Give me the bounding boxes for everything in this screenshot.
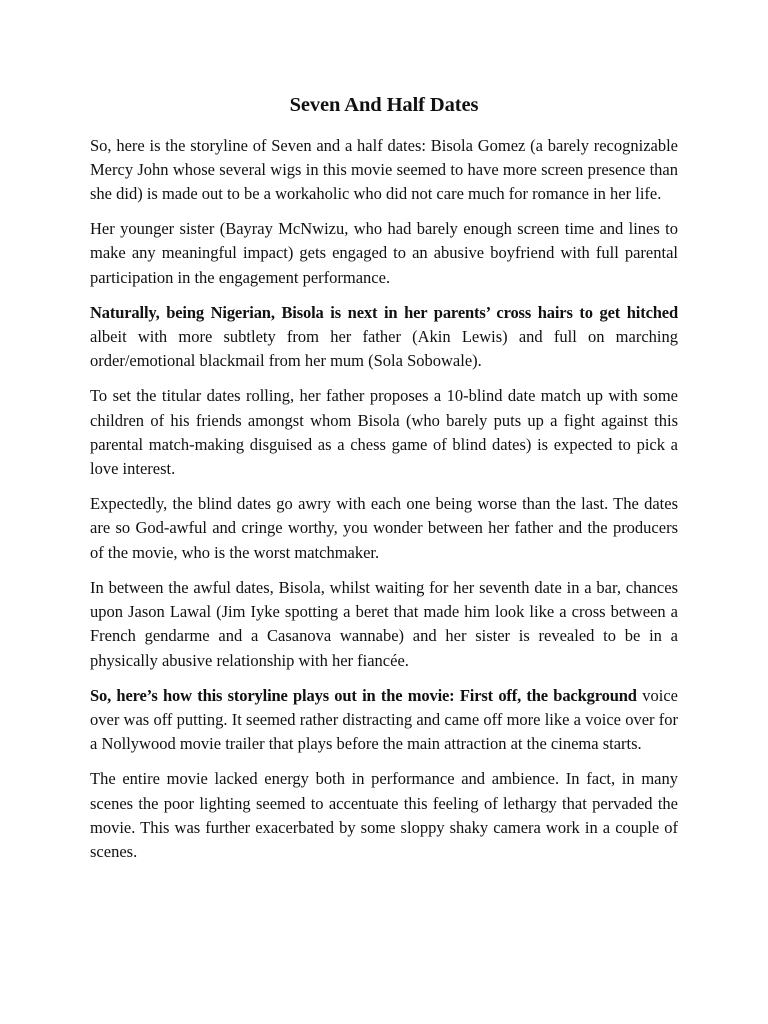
paragraph-text: voice over was off putting. It seemed rather distracting and came off more like a voice over for a Nollywood movie trailer that plays before the main attraction at the cinema starts. (90, 685, 679, 754)
paragraph-text: Her younger sister (Bayray McNwizu, who had barely enough screen time and lines to make any meaningful impact) gets engaged to an abusive boyfriend with full parental participation in the engagement performance. (90, 219, 678, 287)
paragraph-blind-dates (90, 492, 678, 565)
document-title: Seven And Half Dates (289, 94, 479, 116)
paragraph-energy (90, 767, 678, 864)
paragraph-storyline (90, 134, 678, 207)
paragraph-text: To set the titular dates rolling, her father proposes a 10-blind date match up with some children of his friends amongst whom Bisola (who barely puts up a fight against this parental match-making disguised as a chess game of blind dates) is expected to pick a love interest. (90, 386, 678, 479)
paragraph-storyline-plays-out (90, 684, 678, 757)
paragraph-text: Expectedly, the blind dates go awry with each one being worse than the last. The dates are so God-awful and cringe worthy, you wonder between her father and the producers of the movie, who is the worst matchmaker. (90, 494, 678, 562)
paragraph-text: So, here is the storyline of Seven and a half dates: Bisola Gomez (a barely recognizable Mercy John whose several wigs in this movie seemed to have more screen presence than she did) is made out to be a workaholic who did not care much for romance in her life. (90, 135, 678, 204)
paragraph-text: In between the awful dates, Bisola, whilst waiting for her seventh date in a bar, chances upon Jason Lawal (Jim Iyke spotting a beret that made him look like a cross between a French gendarme and a Casanova wannabe) and her sister is revealed to be in a physically abusive relationship with her fiancée. (90, 577, 678, 670)
paragraph-text: albeit with more subtlety from her father (Akin Lewis) and full on marching order/emotional blackmail from her mum (Sola Sobowale). (90, 327, 678, 371)
paragraph-younger-sister (90, 217, 678, 290)
paragraph-nigerian (90, 301, 678, 374)
document-page (90, 92, 678, 875)
paragraph-text: The entire movie lacked energy both in performance and ambience. In fact, in many scenes the poor lighting seemed to accentuate this feeling of lethargy that pervaded the movie. This was further exacerbated by some sloppy shaky camera work in a couple of scenes. (90, 769, 678, 861)
paragraph-awful-dates (90, 576, 678, 673)
paragraph-lead-bold: Naturally, being Nigerian, Bisola is next in her parents’ cross hairs to get hitched (90, 302, 678, 322)
paragraph-titular-dates (90, 384, 678, 481)
paragraph-lead-bold: So, here’s how this storyline plays out in the movie: First off, the background (90, 685, 637, 705)
